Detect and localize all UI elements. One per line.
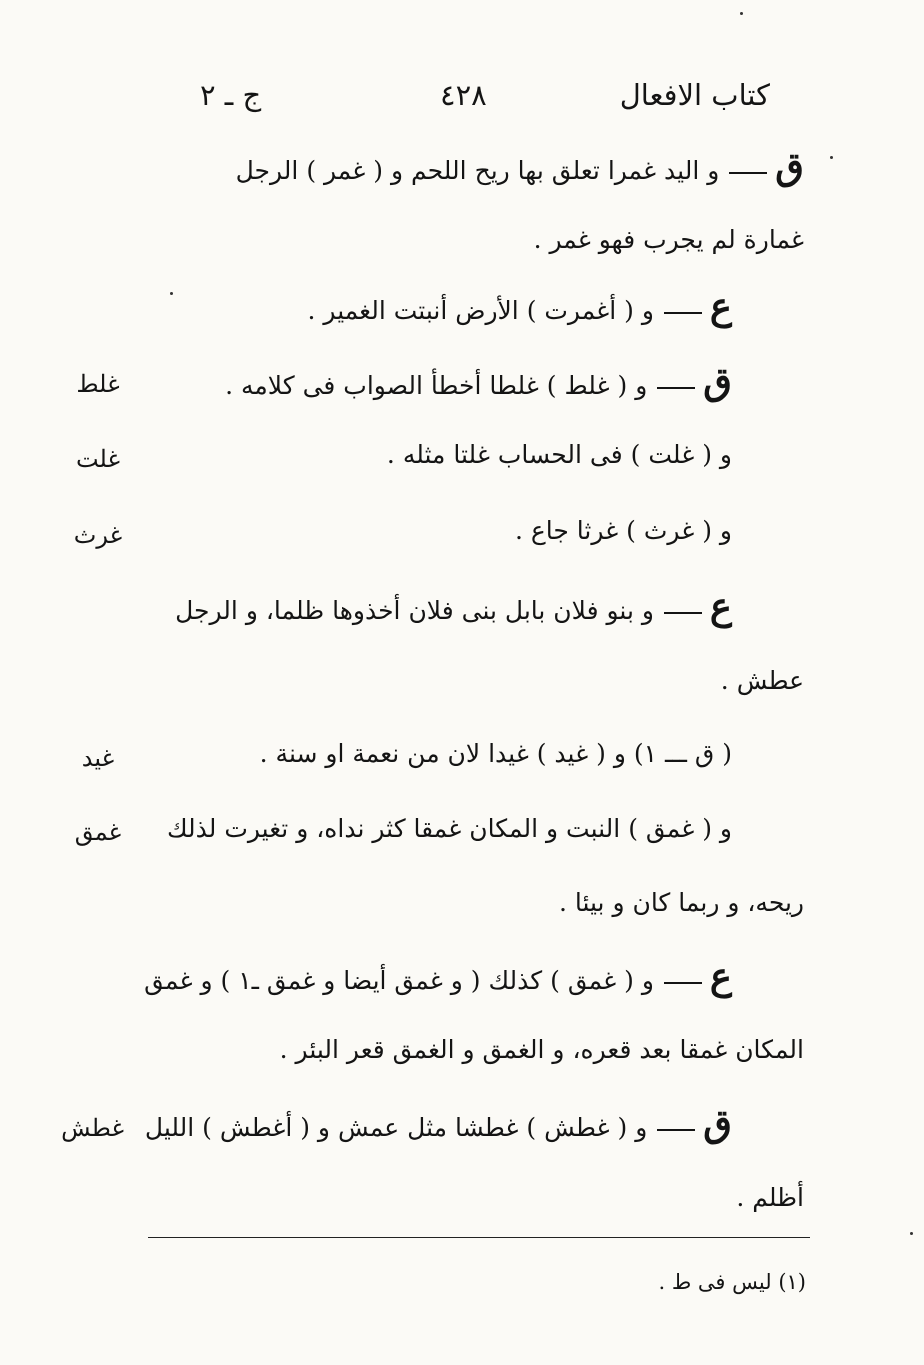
margin-root-word: غلت — [75, 445, 121, 473]
source-marker: ق — [775, 144, 804, 188]
line-text: و بنو فلان بابل بنى فلان أخذوها ظلما، و الرجل — [175, 596, 654, 625]
line-text: و ( غرث ) غرثا جاع . — [514, 516, 732, 545]
text-line — [162, 434, 732, 476]
scan-speck — [170, 292, 173, 295]
line-text: و ( غلت ) فى الحساب غلتا مثله . — [386, 440, 732, 469]
text-line — [162, 660, 804, 702]
margin-root-word: غمق — [74, 818, 122, 846]
entry-dash — [664, 312, 702, 314]
text-line — [162, 1029, 804, 1071]
line-text: و ( غلط ) غلطا أخطأ الصواب فى كلامه . — [225, 371, 648, 400]
text-line — [144, 1101, 732, 1149]
source-marker: ق — [703, 359, 732, 403]
entry-dash — [664, 982, 702, 984]
footnote-divider — [148, 1237, 810, 1238]
text-line — [162, 882, 804, 924]
text-line — [162, 808, 732, 850]
text-line — [162, 145, 804, 192]
text-line — [162, 285, 732, 332]
text-line — [162, 1177, 804, 1219]
volume-label: ج ـ ٢ — [200, 78, 262, 112]
entry-dash — [657, 387, 695, 389]
line-text: غمارة لم يجرب فهو غمر . — [533, 225, 804, 254]
line-text: و ( أغمرت ) الأرض أنبتت الغمير . — [307, 296, 654, 325]
page-header — [180, 78, 770, 118]
line-text: و ( غطش ) غطشا مثل عمش و ( أغطش ) الليل — [144, 1113, 648, 1142]
line-text: عطش . — [720, 666, 804, 695]
text-line — [162, 733, 732, 775]
source-marker: ق — [703, 1101, 732, 1145]
text-line — [162, 360, 732, 407]
footnote: (١) ليس فى ط . — [658, 1270, 806, 1294]
text-line — [144, 954, 732, 1002]
line-text: ( ق ـــ ١) و ( غيد ) غيدا لان من نعمة او سنة . — [259, 739, 732, 768]
scan-speck — [830, 156, 833, 159]
line-text: ريحه، و ربما كان و بيئا . — [558, 888, 804, 917]
line-text: أظلم . — [736, 1183, 804, 1212]
line-text: المكان غمقا بعد قعره، و الغمق و الغمق قعر البئر . — [279, 1035, 804, 1064]
margin-root-word: غطش — [61, 1114, 124, 1142]
margin-root-word: غلط — [76, 370, 120, 398]
entry-dash — [657, 1129, 695, 1131]
text-line — [162, 219, 804, 261]
line-text: و اليد غمرا تعلق بها ريح اللحم و ( غمر ) الرجل — [235, 156, 720, 185]
source-marker: ع — [709, 584, 732, 628]
page-number: ٤٢٨ — [440, 78, 487, 112]
entry-dash — [664, 612, 702, 614]
scan-speck — [910, 1232, 913, 1235]
scan-speck — [740, 12, 743, 15]
margin-root-word: غيد — [81, 744, 115, 772]
text-line — [162, 510, 732, 552]
book-title: كتاب الافعال — [619, 78, 770, 112]
margin-root-word: غرث — [73, 521, 123, 549]
source-marker: ع — [709, 954, 732, 998]
line-text: و ( غمق ) النبت و المكان غمقا كثر نداه، و تغيرت لذلك — [166, 814, 732, 843]
entry-dash — [729, 172, 767, 174]
text-line — [162, 585, 732, 632]
line-text: و ( غمق ) كذلك ( و غمق أيضا و غمق ـ١ ) و غمق — [144, 966, 654, 995]
source-marker: ع — [709, 284, 732, 328]
